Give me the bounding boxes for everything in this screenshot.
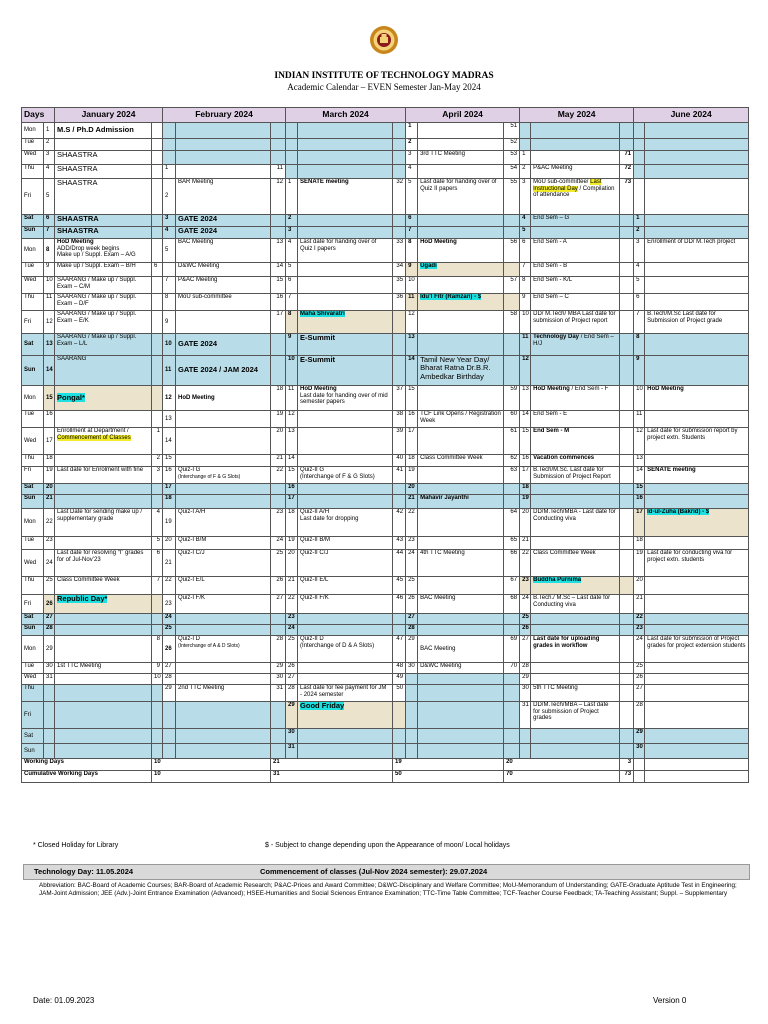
tech-day-label: Technology Day: 11.05.2024 <box>34 867 134 876</box>
table-row: Wed 10 SAARANG / Make up / Suppl. Exam – C/M 7 P&AC Meeting 15 6 35 10 57 8 End Sem - K/L 5 <box>22 277 749 294</box>
academic-calendar-table <box>21 107 749 783</box>
closed-holiday-note: * Closed Holiday for Library <box>33 842 119 849</box>
table-row: Fri 12 SAARANG / Make up / Suppl. Exam – E/K 9 17 8 Maha Shivaratri 12 58 10 DD/ M.Tech/ MBA Last date for submission of Project report 7 B.Tech/M.Sc Last date for Submission of Project grade <box>22 311 749 334</box>
table-row: Mon 8 HoD Meeting ADD/Drop week begins Make up / Suppl. Exam – A/G 5 BAC Meeting 13 4 Last date for handing over of Quiz I papers 33 8 HoD Meeting 56 6 End Sem - A 3 Enrollment of DD/ M.Tech project <box>22 239 749 263</box>
commencement-label: Commencement of classes (Jul-Nov 2024 semester): 29.07.2024 <box>260 867 488 876</box>
table-row: Sat 20 17 16 20 18 15 <box>22 484 749 495</box>
col-jun: June 2024 <box>634 108 749 123</box>
table-row: Sun 28 25 24 28 26 23 <box>22 625 749 636</box>
abbreviation-text: Abbreviation: BAC-Board of Academic Courses; BAR-Board of Academic Research; P&AC-Prices and Award Committee; D&WC-Disciplinary and Welfare Committee; MoU-Memorandum of Understanding; GATE-Graduate Aptitude Test in Engineering; JAM-Joint Admission; JEE (Adv.)-Joint Entrance Examination (Advanced); HSEE-Humanities and Social Sciences Entrance Examination; TTC-Time Table Committee; TCF-Teacher Course Feedback; TA-Teaching Assistant; Suppl. – Supplementary <box>39 882 737 897</box>
col-days: Days <box>22 108 55 123</box>
table-row: Wed 3 SHAASTRA 3 3rd TTC Meeting 53 1 71 <box>22 151 749 165</box>
header-row <box>22 108 749 123</box>
table-row: Wed 31 10 28 30 27 49 29 26 <box>22 674 749 685</box>
table-row: Sun 31 30 <box>22 744 749 759</box>
table-row: Mon 1 M.S / Ph.D Admission 1 51 <box>22 123 749 139</box>
col-may: May 2024 <box>520 108 634 123</box>
calendar-subtitle: Academic Calendar – EVEN Semester Jan-May 2024 <box>287 82 481 92</box>
info-band <box>23 864 750 880</box>
table-row: Thu 4 SHAASTRA 1 11 4 54 2 P&AC Meeting 72 <box>22 165 749 179</box>
col-jan: January 2024 <box>55 108 163 123</box>
table-row: Thu 18 2 15 21 14 40 18 Class Committee Week 62 16 Vacation commences 13 <box>22 455 749 467</box>
table-row: Tue 23 5 20 Quiz-I B/M 24 19 Quiz-II B/M 43 23 65 21 18 <box>22 537 749 550</box>
table-row: Wed 17 Enrollment at Department / Commencement of Classes 1 14 20 13 39 17 61 15 End Sem - M 12 Last date for submission report by project extn. Students <box>22 428 749 455</box>
table-row: Mon 22 Last Date for sending make up / supplementary grade 4 19 Quiz-I A/H 23 18 Quiz-II A/H Last date for dropping 42 22 64 20 DD/M.Tech/MBA - Last date for Conducting viva 17 Id-ul-Zuha (Bakrid) - $ <box>22 509 749 537</box>
table-row: Sun 7 SHAASTRA 4 GATE 2024 3 7 5 2 <box>22 227 749 239</box>
table-row: Sat 27 24 23 27 25 22 <box>22 614 749 625</box>
table-row: Thu 11 SAARANG / Make up / Suppl. Exam – D/F 8 MoU sub-committee 16 7 36 11 Idu’l Fitr (Ramzan) - $ 9 End Sem – C 6 <box>22 294 749 311</box>
iit-madras-seal-icon <box>369 25 399 55</box>
working-days-row: Working Days 10 21 19 20 3 <box>22 759 749 771</box>
table-row: Tue 9 Make up / Suppl. Exam – B/H 6 D&WC Meeting 14 5 34 9 Ugadi 7 End Sem - B 4 <box>22 263 749 277</box>
moon-note: $ - Subject to change depending upon the Appearance of moon/ Local holidays <box>265 842 510 849</box>
table-row: Mon 15 Pongal* 12 HoD Meeting 18 11 HoD Meeting Last date for handing over of mid semester papers 37 15 59 13 HoD Meeting / End Sem - F 10 HoD Meeting <box>22 386 749 411</box>
table-row: Fri 19 Last date for Enrolment with fine 3 16 Quiz-I G (Interchange of F & G Slots) 22 15 Quiz-II G (Interchange of F & G Slots) 41 19 63 17 B.Tech/M.Sc. Last date for Submission of Project Report 14 SENATE meeting <box>22 467 749 484</box>
col-feb: February 2024 <box>163 108 286 123</box>
col-mar: March 2024 <box>286 108 406 123</box>
table-row: Thu 29 2nd TTC Meeting 31 28 Last date for fee payment for JM - 2024 semester 50 30 5th TTC Meeting 27 <box>22 685 749 702</box>
table-row: Thu 25 Class Committee Week 7 22 Quiz-I E/L 26 21 Quiz-II E/L 45 25 67 23 Buddha Purnima 20 <box>22 577 749 595</box>
institute-title: INDIAN INSTITUTE OF TECHNOLOGY MADRAS <box>274 71 494 81</box>
table-row: Fri 5 SHAASTRA 2 BAR Meeting 12 1 SENATE meeting 32 5 Last date for handing over of Quiz II papers 55 3 MoU sub-committee/ Last Instructional Day / Compilation of attendance 73 <box>22 179 749 215</box>
table-row: Sat 6 SHAASTRA 3 GATE 2024 2 6 4 End Sem – G 1 <box>22 215 749 227</box>
table-row: Tue 16 13 19 12 38 16 TCF Link Opens / Registration Week 60 14 End Sem - E 11 <box>22 411 749 428</box>
date-label: Date: 01.09.2023 <box>33 996 95 1005</box>
table-row: Fri 26 Republic Day* 23 Quiz-I F/K 27 22 Quiz-II F/K 46 26 BAC Meeting 68 24 B.Tech./ M.Sc – Last date for Conducting viva 21 <box>22 595 749 614</box>
table-row: Wed 24 Last date for resolving “I” grades for of Jul-Nov’23 6 21 Quiz-I C/J 25 20 Quiz-II C/J 44 24 4th TTC Meeting 66 22 Class Committee Week 19 Last date for conducting viva for project extn. students <box>22 550 749 577</box>
table-row: Tue 2 2 52 <box>22 139 749 151</box>
table-row: Sat 30 29 <box>22 729 749 744</box>
table-row: Mon 29 8 26 Quiz-I D (Interchange of A & D Slots) 28 25 Quiz-II D (Interchange of D & A Slots) 47 29 BAC Meeting 69 27 Last date for uploading grades in workflow 24 Last date for submission of Project grades for project extension students <box>22 636 749 663</box>
table-row: Sun 21 18 17 21 Mahavir Jayanthi 19 16 <box>22 495 749 509</box>
table-row: Sun 14 SAARANG 11 GATE 2024 / JAM 2024 10 E-Summit 14 Tamil New Year Day/ Bharat Ratna Dr.B.R. Ambedkar Birthday 12 9 <box>22 356 749 386</box>
cumulative-row: Cumulative Working Days 10 31 50 70 73 <box>22 771 749 783</box>
version-label: Version 0 <box>653 996 687 1005</box>
table-row: Sat 13 SAARANG / Make up / Suppl. Exam – L/L 10 GATE 2024 9 E-Summit 13 11 Technology Day / End Sem – H/J 8 <box>22 334 749 356</box>
table-row: Tue 30 1st TTC Meeting 9 27 29 26 48 30 D&WC Meeting 70 28 25 <box>22 663 749 674</box>
table-row: Fri 29 Good Friday 31 DD/M.Tech/MBA – Last date for submission of Project grades 28 <box>22 702 749 729</box>
col-apr: April 2024 <box>406 108 520 123</box>
